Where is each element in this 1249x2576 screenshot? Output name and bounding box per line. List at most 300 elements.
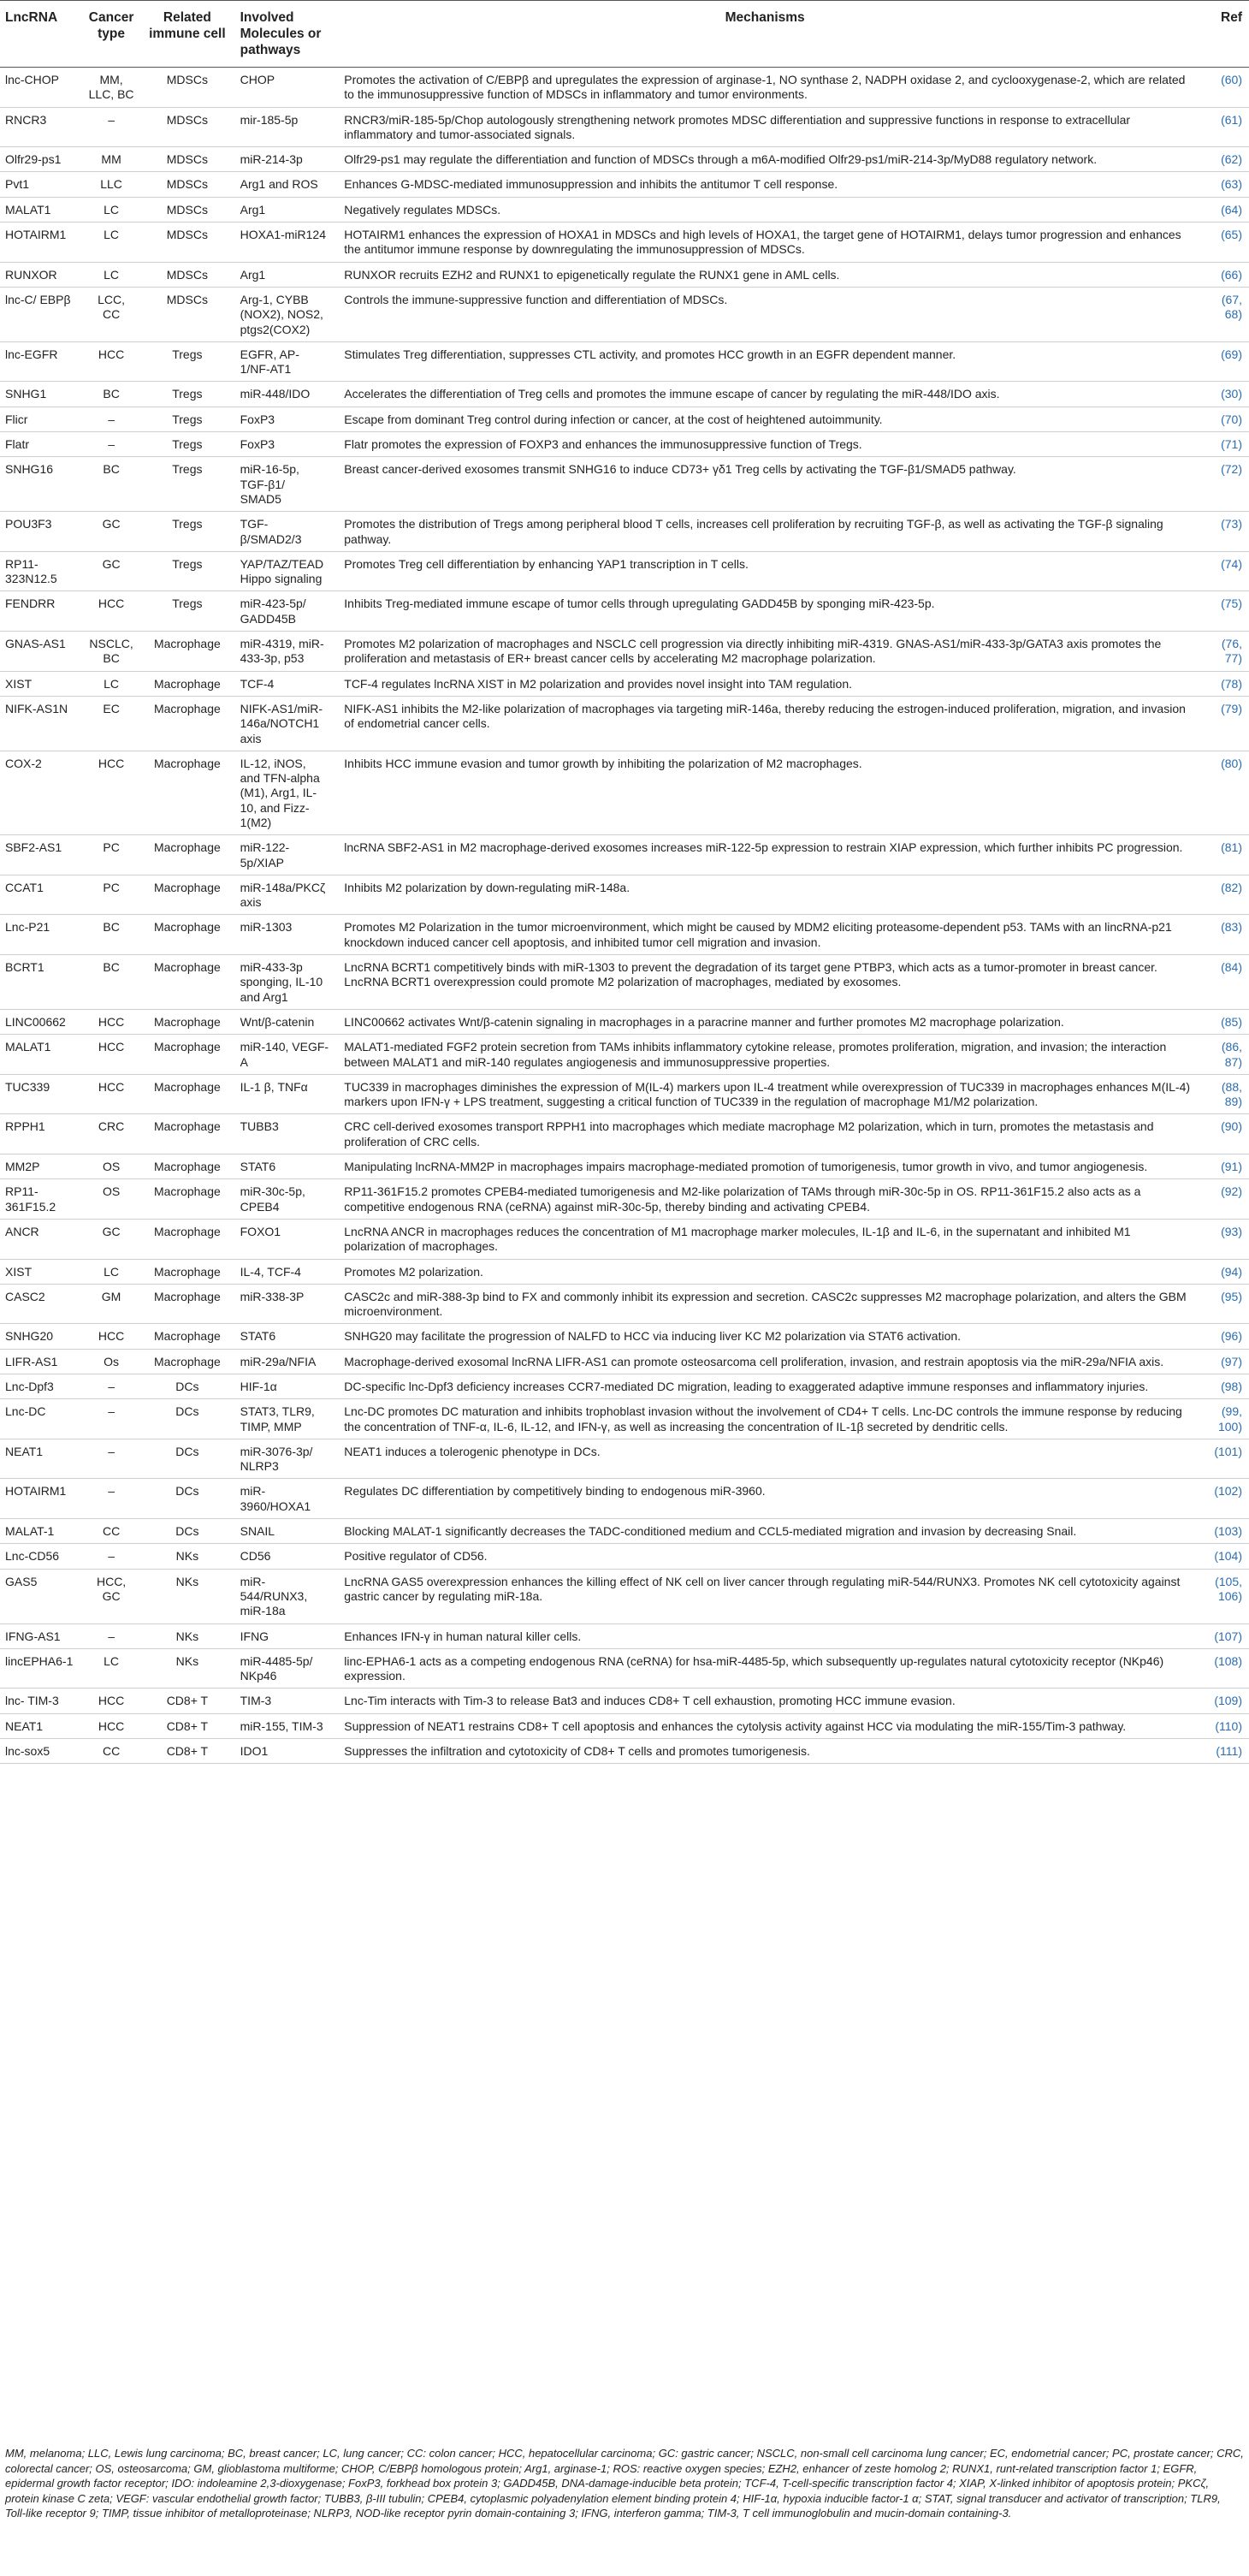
cell-ref: (109) bbox=[1196, 1689, 1249, 1713]
cell-ref: (105, 106) bbox=[1196, 1569, 1249, 1623]
cell-lncrna: lincEPHA6-1 bbox=[0, 1648, 83, 1689]
cell-ref: (93) bbox=[1196, 1219, 1249, 1259]
cell-lncrna: SNHG20 bbox=[0, 1324, 83, 1349]
cell-molecules: SNAIL bbox=[235, 1519, 334, 1544]
cell-cancer-type: HCC bbox=[83, 1689, 139, 1713]
cell-mechanism: NEAT1 induces a tolerogenic phenotype in DCs. bbox=[334, 1439, 1196, 1479]
cell-molecules: miR-448/IDO bbox=[235, 382, 334, 407]
cell-ref: (102) bbox=[1196, 1479, 1249, 1519]
cell-cancer-type: LC bbox=[83, 223, 139, 263]
cell-molecules: miR-544/RUNX3, miR-18a bbox=[235, 1569, 334, 1623]
cell-lncrna: Flicr bbox=[0, 407, 83, 431]
cell-cancer-type: LC bbox=[83, 1648, 139, 1689]
cell-cancer-type: HCC bbox=[83, 751, 139, 834]
cell-mechanism: LncRNA ANCR in macrophages reduces the concentration of M1 macrophage marker molecules, IL-1β and IL-6, in the supernatant and inhibited M1 polarization of macrophages. bbox=[334, 1219, 1196, 1259]
cell-immune-cell: Macrophage bbox=[139, 632, 235, 672]
cell-lncrna: RPPH1 bbox=[0, 1114, 83, 1154]
cell-mechanism: SNHG20 may facilitate the progression of NALFD to HCC via inducing liver KC M2 polarization via STAT6 activation. bbox=[334, 1324, 1196, 1349]
cell-immune-cell: Macrophage bbox=[139, 835, 235, 875]
cell-mechanism: CRC cell-derived exosomes transport RPPH1 into macrophages which mediate macrophage M2 polarization, which in turn, promotes the metastasis and proliferation of CRC cells. bbox=[334, 1114, 1196, 1154]
cell-ref: (61) bbox=[1196, 107, 1249, 147]
cell-mechanism: LncRNA GAS5 overexpression enhances the killing effect of NK cell on liver cancer through regulating miR-544/RUNX3. Promotes NK cell cytotoxicity against gastric cancer by regulating miR-18a. bbox=[334, 1569, 1196, 1623]
cell-immune-cell: Tregs bbox=[139, 512, 235, 552]
cell-cancer-type: HCC, GC bbox=[83, 1569, 139, 1623]
cell-immune-cell: Macrophage bbox=[139, 955, 235, 1010]
cell-mechanism: Manipulating lncRNA-MM2P in macrophages impairs macrophage-mediated promotion of tumorigenesis, tumor growth in vivo, and tumor angiogenesis. bbox=[334, 1154, 1196, 1179]
cell-immune-cell: Macrophage bbox=[139, 915, 235, 955]
cell-lncrna: Lnc-P21 bbox=[0, 915, 83, 955]
cell-ref: (96) bbox=[1196, 1324, 1249, 1349]
cell-lncrna: LIFR-AS1 bbox=[0, 1349, 83, 1374]
cell-lncrna: lnc-CHOP bbox=[0, 68, 83, 108]
cell-immune-cell: DCs bbox=[139, 1374, 235, 1399]
cell-molecules: HOXA1-miR124 bbox=[235, 223, 334, 263]
cell-ref: (30) bbox=[1196, 382, 1249, 407]
cell-molecules: miR-3960/HOXA1 bbox=[235, 1479, 334, 1519]
cell-molecules: HIF-1α bbox=[235, 1374, 334, 1399]
cell-immune-cell: Tregs bbox=[139, 591, 235, 632]
cell-lncrna: SNHG16 bbox=[0, 457, 83, 512]
cell-immune-cell: Macrophage bbox=[139, 1179, 235, 1220]
cell-cancer-type: Os bbox=[83, 1349, 139, 1374]
cell-molecules: mir-185-5p bbox=[235, 107, 334, 147]
cell-lncrna: Olfr29-ps1 bbox=[0, 147, 83, 172]
cell-cancer-type: PC bbox=[83, 835, 139, 875]
cell-lncrna: XIST bbox=[0, 671, 83, 696]
table-row bbox=[0, 875, 1249, 915]
cell-cancer-type: HCC bbox=[83, 1713, 139, 1738]
cell-ref: (72) bbox=[1196, 457, 1249, 512]
table-row bbox=[0, 1219, 1249, 1259]
table-row bbox=[0, 1439, 1249, 1479]
cell-immune-cell: CD8+ T bbox=[139, 1739, 235, 1764]
cell-cancer-type: CC bbox=[83, 1519, 139, 1544]
cell-immune-cell: NKs bbox=[139, 1569, 235, 1623]
cell-ref: (70) bbox=[1196, 407, 1249, 431]
cell-ref: (111) bbox=[1196, 1739, 1249, 1764]
table-row bbox=[0, 1324, 1249, 1349]
table-body bbox=[0, 68, 1249, 1764]
cell-cancer-type: HCC bbox=[83, 1035, 139, 1075]
cell-lncrna: SNHG1 bbox=[0, 382, 83, 407]
table-row bbox=[0, 341, 1249, 382]
table-row bbox=[0, 1713, 1249, 1738]
cell-molecules: miR-30c-5p, CPEB4 bbox=[235, 1179, 334, 1220]
cell-mechanism: Regulates DC differentiation by competitively binding to endogenous miR-3960. bbox=[334, 1479, 1196, 1519]
cell-mechanism: Enhances IFN-γ in human natural killer cells. bbox=[334, 1623, 1196, 1648]
cell-cancer-type: LCC, CC bbox=[83, 287, 139, 341]
table-row bbox=[0, 1374, 1249, 1399]
cell-molecules: Arg1 and ROS bbox=[235, 172, 334, 197]
table-row bbox=[0, 107, 1249, 147]
cell-molecules: CHOP bbox=[235, 68, 334, 108]
cell-lncrna: NEAT1 bbox=[0, 1713, 83, 1738]
cell-cancer-type: LC bbox=[83, 262, 139, 287]
cell-molecules: miR-423-5p/ GADD45B bbox=[235, 591, 334, 632]
cell-immune-cell: Macrophage bbox=[139, 696, 235, 751]
table-row bbox=[0, 751, 1249, 834]
table-row bbox=[0, 1648, 1249, 1689]
cell-molecules: miR-4485-5p/ NKp46 bbox=[235, 1648, 334, 1689]
cell-lncrna: FENDRR bbox=[0, 591, 83, 632]
table-row bbox=[0, 512, 1249, 552]
cell-immune-cell: Macrophage bbox=[139, 1009, 235, 1034]
cell-lncrna: RUNXOR bbox=[0, 262, 83, 287]
cell-molecules: miR-140, VEGF-A bbox=[235, 1035, 334, 1075]
cell-molecules: IFNG bbox=[235, 1623, 334, 1648]
cell-molecules: miR-16-5p, TGF-β1/ SMAD5 bbox=[235, 457, 334, 512]
cell-molecules: miR-29a/NFIA bbox=[235, 1349, 334, 1374]
cell-immune-cell: Macrophage bbox=[139, 1074, 235, 1114]
cell-cancer-type: CRC bbox=[83, 1114, 139, 1154]
cell-mechanism: Promotes M2 polarization of macrophages and NSCLC cell progression via directly inhibiting miR-4319. GNAS-AS1/miR-433-3p/GATA3 axis promotes the proliferation and metastasis of ER+ breast cancer cells by accelerating M2 macrophage polarization. bbox=[334, 632, 1196, 672]
cell-cancer-type: HCC bbox=[83, 1009, 139, 1034]
cell-immune-cell: MDSCs bbox=[139, 262, 235, 287]
cell-mechanism: Lnc-DC promotes DC maturation and inhibits trophoblast invasion without the involvement of CD4+ T cells. Lnc-DC controls the immune response by reducing the concentration of TNF-α, IL-6, IL-12, and IFN-γ, as well as increasing the concentration of IL-1β secreted by dendritic cells. bbox=[334, 1399, 1196, 1439]
cell-ref: (99, 100) bbox=[1196, 1399, 1249, 1439]
cell-mechanism: Lnc-Tim interacts with Tim-3 to release Bat3 and induces CD8+ T cell exhaustion, promoting HCC immune evasion. bbox=[334, 1689, 1196, 1713]
header-lncrna: LncRNA bbox=[0, 1, 83, 68]
cell-mechanism: TUC339 in macrophages diminishes the expression of M(IL-4) markers upon IL-4 treatment while overexpression of TUC339 in macrophages enhances M(IL-4) markers upon IFN-γ + LPS treatment, suggesting a critical function of TUC339 in the regulation of macrophage M1/M2 polarization. bbox=[334, 1074, 1196, 1114]
cell-ref: (60) bbox=[1196, 68, 1249, 108]
cell-mechanism: Olfr29-ps1 may regulate the differentiation and function of MDSCs through a m6A-modified Olfr29-ps1/miR-214-3p/MyD88 regulatory network. bbox=[334, 147, 1196, 172]
table-row bbox=[0, 1284, 1249, 1324]
cell-cancer-type: – bbox=[83, 1544, 139, 1569]
cell-cancer-type: CC bbox=[83, 1739, 139, 1764]
cell-molecules: Arg-1, CYBB (NOX2), NOS2, ptgs2(COX2) bbox=[235, 287, 334, 341]
table-row bbox=[0, 1349, 1249, 1374]
cell-cancer-type: HCC bbox=[83, 591, 139, 632]
cell-molecules: STAT6 bbox=[235, 1324, 334, 1349]
table-row bbox=[0, 955, 1249, 1010]
cell-immune-cell: MDSCs bbox=[139, 172, 235, 197]
cell-cancer-type: LC bbox=[83, 1259, 139, 1284]
cell-immune-cell: Macrophage bbox=[139, 1349, 235, 1374]
cell-ref: (76, 77) bbox=[1196, 632, 1249, 672]
cell-immune-cell: MDSCs bbox=[139, 68, 235, 108]
cell-mechanism: Escape from dominant Treg control during infection or cancer, at the cost of heightened autoimmunity. bbox=[334, 407, 1196, 431]
cell-immune-cell: CD8+ T bbox=[139, 1689, 235, 1713]
cell-molecules: IL-12, iNOS, and TFN-alpha (M1), Arg1, IL-10, and Fizz-1(M2) bbox=[235, 751, 334, 834]
cell-immune-cell: NKs bbox=[139, 1648, 235, 1689]
cell-mechanism: CASC2c and miR-388-3p bind to FX and commonly inhibit its expression and secretion. CASC2c suppresses M2 macrophage polarization, and alters the GBM microenvironment. bbox=[334, 1284, 1196, 1324]
cell-immune-cell: NKs bbox=[139, 1544, 235, 1569]
cell-ref: (65) bbox=[1196, 223, 1249, 263]
table-row bbox=[0, 632, 1249, 672]
cell-immune-cell: MDSCs bbox=[139, 147, 235, 172]
table-row bbox=[0, 1179, 1249, 1220]
cell-cancer-type: – bbox=[83, 1479, 139, 1519]
cell-molecules: STAT3, TLR9, TIMP, MMP bbox=[235, 1399, 334, 1439]
cell-mechanism: Promotes Treg cell differentiation by enhancing YAP1 transcription in T cells. bbox=[334, 551, 1196, 591]
cell-immune-cell: DCs bbox=[139, 1479, 235, 1519]
table-row bbox=[0, 1074, 1249, 1114]
cell-immune-cell: MDSCs bbox=[139, 287, 235, 341]
cell-cancer-type: – bbox=[83, 107, 139, 147]
cell-lncrna: Lnc-CD56 bbox=[0, 1544, 83, 1569]
cell-cancer-type: EC bbox=[83, 696, 139, 751]
cell-lncrna: HOTAIRM1 bbox=[0, 223, 83, 263]
cell-immune-cell: Macrophage bbox=[139, 1259, 235, 1284]
cell-lncrna: HOTAIRM1 bbox=[0, 1479, 83, 1519]
cell-mechanism: RP11-361F15.2 promotes CPEB4-mediated tumorigenesis and M2-like polarization of TAMs through miR-30c-5p in OS. RP11-361F15.2 also acts as a competitive endogenous RNA (ceRNA) against miR-30c-5p, thereby binding and activating CPEB4. bbox=[334, 1179, 1196, 1220]
table-row bbox=[0, 551, 1249, 591]
cell-molecules: TUBB3 bbox=[235, 1114, 334, 1154]
cell-ref: (88, 89) bbox=[1196, 1074, 1249, 1114]
cell-molecules: miR-338-3P bbox=[235, 1284, 334, 1324]
cell-molecules: Arg1 bbox=[235, 262, 334, 287]
cell-immune-cell: Tregs bbox=[139, 407, 235, 431]
cell-ref: (75) bbox=[1196, 591, 1249, 632]
cell-lncrna: RNCR3 bbox=[0, 107, 83, 147]
cell-immune-cell: DCs bbox=[139, 1439, 235, 1479]
cell-ref: (90) bbox=[1196, 1114, 1249, 1154]
cell-molecules: miR-155, TIM-3 bbox=[235, 1713, 334, 1738]
cell-molecules: FOXO1 bbox=[235, 1219, 334, 1259]
cell-cancer-type: BC bbox=[83, 382, 139, 407]
cell-immune-cell: Macrophage bbox=[139, 671, 235, 696]
table-row bbox=[0, 1009, 1249, 1034]
cell-mechanism: Macrophage-derived exosomal lncRNA LIFR-AS1 can promote osteosarcoma cell proliferation, invasion, and restrain apoptosis via the miR-29a/NFIA axis. bbox=[334, 1349, 1196, 1374]
cell-molecules: CD56 bbox=[235, 1544, 334, 1569]
cell-mechanism: LncRNA BCRT1 competitively binds with miR-1303 to prevent the degradation of its target gene PTBP3, which acts as a tumor-promoter in breast cancer. LncRNA BCRT1 overexpression could promote M2 polarization of macrophages, mediated by exosomes. bbox=[334, 955, 1196, 1010]
table-footnote: MM, melanoma; LLC, Lewis lung carcinoma; BC, breast cancer; LC, lung cancer; CC: colon cancer; HCC, hepatocellular carcinoma; GC: gastric cancer; NSCLC, non-small cell carcinoma lung cancer; EC, endometrial cancer; PC, prostate cancer; CRC, colorectal cancer; OS, osteosarcoma; GM, glioblastoma multiforme; CHOP, C/EBPβ homologous protein; Arg1, arginase-1; ROS: reactive oxygen species; EZH2, enhancer of zeste homolog 2; RUNX1, runt-related transcription factor 1; EGFR, epidermal growth factor receptor; IDO: indoleamine 2,3-dioxygenase; FoxP3, forkhead box protein 3; GADD45B, DNA-damage-inducible beta protein; TCF-4, T-cell-specific transcription factor 4; XIAP, X-linked inhibitor of apoptosis protein; PKCζ, protein kinase C zeta; VEGF: vascular endothelial growth factor; TUBB3, β-III tubulin; CPEB4, cytoplasmic polyadenylation element binding protein 4; HIF-1α, hypoxia inducible factor-1 α; STAT, signal transducer and activator of transcription; TLR9, Toll-like receptor 9; TIMP, tissue inhibitor of metalloproteinase; NLRP3, NOD-like receptor pyrin domain-containing 3; IFNG, interferon gamma; TIM-3, T cell immunoglobulin and mucin-domain containing-3. bbox=[5, 2447, 1244, 2520]
cell-mechanism: Inhibits M2 polarization by down-regulating miR-148a. bbox=[334, 875, 1196, 915]
cell-mechanism: TCF-4 regulates lncRNA XIST in M2 polarization and provides novel insight into TAM regulation. bbox=[334, 671, 1196, 696]
table-row bbox=[0, 407, 1249, 431]
table-row bbox=[0, 1479, 1249, 1519]
cell-ref: (84) bbox=[1196, 955, 1249, 1010]
cell-immune-cell: MDSCs bbox=[139, 107, 235, 147]
cell-lncrna: lnc-sox5 bbox=[0, 1739, 83, 1764]
cell-lncrna: TUC339 bbox=[0, 1074, 83, 1114]
cell-cancer-type: BC bbox=[83, 457, 139, 512]
cell-ref: (97) bbox=[1196, 1349, 1249, 1374]
cell-mechanism: Promotes M2 polarization. bbox=[334, 1259, 1196, 1284]
cell-molecules: EGFR, AP-1/NF-AT1 bbox=[235, 341, 334, 382]
table-row bbox=[0, 671, 1249, 696]
table-row bbox=[0, 1739, 1249, 1764]
cell-lncrna: MALAT1 bbox=[0, 197, 83, 222]
cell-ref: (86, 87) bbox=[1196, 1035, 1249, 1075]
cell-ref: (91) bbox=[1196, 1154, 1249, 1179]
cell-ref: (110) bbox=[1196, 1713, 1249, 1738]
cell-molecules: TCF-4 bbox=[235, 671, 334, 696]
cell-cancer-type: LC bbox=[83, 671, 139, 696]
cell-immune-cell: CD8+ T bbox=[139, 1713, 235, 1738]
table-row bbox=[0, 68, 1249, 108]
header-ref: Ref bbox=[1196, 1, 1249, 68]
cell-lncrna: MM2P bbox=[0, 1154, 83, 1179]
cell-lncrna: Lnc-Dpf3 bbox=[0, 1374, 83, 1399]
cell-molecules: miR-214-3p bbox=[235, 147, 334, 172]
table-row bbox=[0, 696, 1249, 751]
table-row bbox=[0, 382, 1249, 407]
cell-ref: (69) bbox=[1196, 341, 1249, 382]
cell-cancer-type: HCC bbox=[83, 1074, 139, 1114]
cell-ref: (78) bbox=[1196, 671, 1249, 696]
cell-cancer-type: HCC bbox=[83, 1324, 139, 1349]
header-immune-cell: Related immune cell bbox=[139, 1, 235, 68]
table-row bbox=[0, 1154, 1249, 1179]
cell-cancer-type: GC bbox=[83, 551, 139, 591]
cell-ref: (103) bbox=[1196, 1519, 1249, 1544]
header-mechanisms: Mechanisms bbox=[334, 1, 1196, 68]
cell-cancer-type: PC bbox=[83, 875, 139, 915]
cell-mechanism: LINC00662 activates Wnt/β-catenin signaling in macrophages in a paracrine manner and further promotes M2 macrophage polarization. bbox=[334, 1009, 1196, 1034]
cell-cancer-type: – bbox=[83, 1439, 139, 1479]
cell-immune-cell: Macrophage bbox=[139, 1324, 235, 1349]
cell-molecules: miR-3076-3p/ NLRP3 bbox=[235, 1439, 334, 1479]
cell-immune-cell: NKs bbox=[139, 1623, 235, 1648]
cell-cancer-type: GC bbox=[83, 1219, 139, 1259]
table-row bbox=[0, 147, 1249, 172]
cell-mechanism: lncRNA SBF2-AS1 in M2 macrophage-derived exosomes increases miR-122-5p expression to restrain XIAP expression, which further inhibits PC progression. bbox=[334, 835, 1196, 875]
cell-cancer-type: HCC bbox=[83, 341, 139, 382]
table-row bbox=[0, 915, 1249, 955]
table-row bbox=[0, 1544, 1249, 1569]
cell-lncrna: POU3F3 bbox=[0, 512, 83, 552]
cell-mechanism: RUNXOR recruits EZH2 and RUNX1 to epigenetically regulate the RUNX1 gene in AML cells. bbox=[334, 262, 1196, 287]
cell-ref: (107) bbox=[1196, 1623, 1249, 1648]
cell-ref: (79) bbox=[1196, 696, 1249, 751]
cell-mechanism: Suppression of NEAT1 restrains CD8+ T cell apoptosis and enhances the cytolysis activity against HCC via modulating the miR-155/Tim-3 pathway. bbox=[334, 1713, 1196, 1738]
cell-immune-cell: Macrophage bbox=[139, 1154, 235, 1179]
table-row bbox=[0, 197, 1249, 222]
cell-lncrna: RP11-361F15.2 bbox=[0, 1179, 83, 1220]
cell-cancer-type: GC bbox=[83, 512, 139, 552]
cell-molecules: FoxP3 bbox=[235, 432, 334, 457]
cell-cancer-type: LC bbox=[83, 197, 139, 222]
cell-ref: (104) bbox=[1196, 1544, 1249, 1569]
cell-molecules: STAT6 bbox=[235, 1154, 334, 1179]
table-row bbox=[0, 1114, 1249, 1154]
cell-immune-cell: DCs bbox=[139, 1399, 235, 1439]
cell-lncrna: Flatr bbox=[0, 432, 83, 457]
cell-lncrna: NEAT1 bbox=[0, 1439, 83, 1479]
cell-molecules: miR-433-3p sponging, IL-10 and Arg1 bbox=[235, 955, 334, 1010]
table-row bbox=[0, 835, 1249, 875]
cell-cancer-type: MM, LLC, BC bbox=[83, 68, 139, 108]
cell-molecules: IL-1 β, TNFα bbox=[235, 1074, 334, 1114]
table-row bbox=[0, 591, 1249, 632]
cell-molecules: FoxP3 bbox=[235, 407, 334, 431]
cell-ref: (66) bbox=[1196, 262, 1249, 287]
cell-cancer-type: – bbox=[83, 1399, 139, 1439]
cell-immune-cell: Macrophage bbox=[139, 1114, 235, 1154]
cell-lncrna: lnc-EGFR bbox=[0, 341, 83, 382]
table-row bbox=[0, 172, 1249, 197]
cell-molecules: IL-4, TCF-4 bbox=[235, 1259, 334, 1284]
cell-immune-cell: MDSCs bbox=[139, 197, 235, 222]
cell-lncrna: COX-2 bbox=[0, 751, 83, 834]
cell-immune-cell: Macrophage bbox=[139, 1219, 235, 1259]
cell-immune-cell: MDSCs bbox=[139, 223, 235, 263]
table-row bbox=[0, 1399, 1249, 1439]
cell-mechanism: Promotes the distribution of Tregs among peripheral blood T cells, increases cell proliferation by recruiting TGF-β, as well as activating the TGF-β signaling pathway. bbox=[334, 512, 1196, 552]
table-row bbox=[0, 1259, 1249, 1284]
header-cancer-type: Cancer type bbox=[83, 1, 139, 68]
table-row bbox=[0, 1519, 1249, 1544]
cell-cancer-type: OS bbox=[83, 1154, 139, 1179]
cell-molecules: miR-1303 bbox=[235, 915, 334, 955]
cell-molecules: miR-4319, miR-433-3p, p53 bbox=[235, 632, 334, 672]
cell-mechanism: linc-EPHA6-1 acts as a competing endogenous RNA (ceRNA) for hsa-miR-4485-5p, which subsequently up-regulates natural cytotoxicity receptor (NKp46) expression. bbox=[334, 1648, 1196, 1689]
cell-mechanism: Breast cancer-derived exosomes transmit SNHG16 to induce CD73+ γδ1 Treg cells by activating the TGF-β1/SMAD5 pathway. bbox=[334, 457, 1196, 512]
cell-molecules: YAP/TAZ/TEAD Hippo signaling bbox=[235, 551, 334, 591]
table-row bbox=[0, 1689, 1249, 1713]
cell-mechanism: Enhances G-MDSC-mediated immunosuppression and inhibits the antitumor T cell response. bbox=[334, 172, 1196, 197]
cell-ref: (98) bbox=[1196, 1374, 1249, 1399]
cell-immune-cell: Tregs bbox=[139, 457, 235, 512]
cell-lncrna: Lnc-DC bbox=[0, 1399, 83, 1439]
table-row bbox=[0, 287, 1249, 341]
cell-cancer-type: – bbox=[83, 407, 139, 431]
cell-mechanism: HOTAIRM1 enhances the expression of HOXA1 in MDSCs and high levels of HOXA1, the target gene of HOTAIRM1, delays tumor progression and enhances the antitumor immune response by downregulating the immunosuppression of MDSCs. bbox=[334, 223, 1196, 263]
cell-lncrna: CCAT1 bbox=[0, 875, 83, 915]
cell-molecules: Wnt/β-catenin bbox=[235, 1009, 334, 1034]
cell-mechanism: Suppresses the infiltration and cytotoxicity of CD8+ T cells and promotes tumorigenesis. bbox=[334, 1739, 1196, 1764]
cell-immune-cell: Tregs bbox=[139, 551, 235, 591]
cell-ref: (80) bbox=[1196, 751, 1249, 834]
cell-lncrna: ANCR bbox=[0, 1219, 83, 1259]
cell-lncrna: IFNG-AS1 bbox=[0, 1623, 83, 1648]
cell-mechanism: Inhibits Treg-mediated immune escape of tumor cells through upregulating GADD45B by sponging miR-423-5p. bbox=[334, 591, 1196, 632]
cell-cancer-type: LLC bbox=[83, 172, 139, 197]
cell-lncrna: GAS5 bbox=[0, 1569, 83, 1623]
cell-lncrna: SBF2-AS1 bbox=[0, 835, 83, 875]
cell-cancer-type: NSCLC, BC bbox=[83, 632, 139, 672]
cell-cancer-type: MM bbox=[83, 147, 139, 172]
cell-lncrna: lnc- TIM-3 bbox=[0, 1689, 83, 1713]
table-row bbox=[0, 1569, 1249, 1623]
cell-lncrna: NIFK-AS1N bbox=[0, 696, 83, 751]
cell-mechanism: NIFK-AS1 inhibits the M2-like polarization of macrophages via targeting miR-146a, thereby reducing the estrogen-induced proliferation, migration, and invasion of endometrial cancer cells. bbox=[334, 696, 1196, 751]
cell-molecules: miR-122-5p/XIAP bbox=[235, 835, 334, 875]
cell-ref: (82) bbox=[1196, 875, 1249, 915]
cell-immune-cell: Macrophage bbox=[139, 1035, 235, 1075]
table-row bbox=[0, 1035, 1249, 1075]
table-row bbox=[0, 1623, 1249, 1648]
cell-lncrna: MALAT-1 bbox=[0, 1519, 83, 1544]
cell-molecules: NIFK-AS1/miR-146a/NOTCH1 axis bbox=[235, 696, 334, 751]
cell-mechanism: Inhibits HCC immune evasion and tumor growth by inhibiting the polarization of M2 macrophages. bbox=[334, 751, 1196, 834]
cell-cancer-type: – bbox=[83, 1623, 139, 1648]
cell-immune-cell: Macrophage bbox=[139, 1284, 235, 1324]
cell-immune-cell: Macrophage bbox=[139, 751, 235, 834]
cell-mechanism: Controls the immune-suppressive function and differentiation of MDSCs. bbox=[334, 287, 1196, 341]
cell-ref: (73) bbox=[1196, 512, 1249, 552]
table-row bbox=[0, 432, 1249, 457]
cell-ref: (64) bbox=[1196, 197, 1249, 222]
table-row bbox=[0, 457, 1249, 512]
cell-cancer-type: GM bbox=[83, 1284, 139, 1324]
cell-ref: (74) bbox=[1196, 551, 1249, 591]
cell-immune-cell: Tregs bbox=[139, 341, 235, 382]
cell-cancer-type: OS bbox=[83, 1179, 139, 1220]
cell-ref: (81) bbox=[1196, 835, 1249, 875]
cell-ref: (71) bbox=[1196, 432, 1249, 457]
cell-immune-cell: Tregs bbox=[139, 382, 235, 407]
cell-mechanism: Flatr promotes the expression of FOXP3 and enhances the immunosuppressive function of Tregs. bbox=[334, 432, 1196, 457]
cell-mechanism: Blocking MALAT-1 significantly decreases the TADC-conditioned medium and CCL5-mediated migration and invasion by decreasing Snail. bbox=[334, 1519, 1196, 1544]
cell-lncrna: MALAT1 bbox=[0, 1035, 83, 1075]
cell-mechanism: Negatively regulates MDSCs. bbox=[334, 197, 1196, 222]
cell-lncrna: RP11-323N12.5 bbox=[0, 551, 83, 591]
cell-ref: (94) bbox=[1196, 1259, 1249, 1284]
table-row bbox=[0, 262, 1249, 287]
table-row bbox=[0, 223, 1249, 263]
